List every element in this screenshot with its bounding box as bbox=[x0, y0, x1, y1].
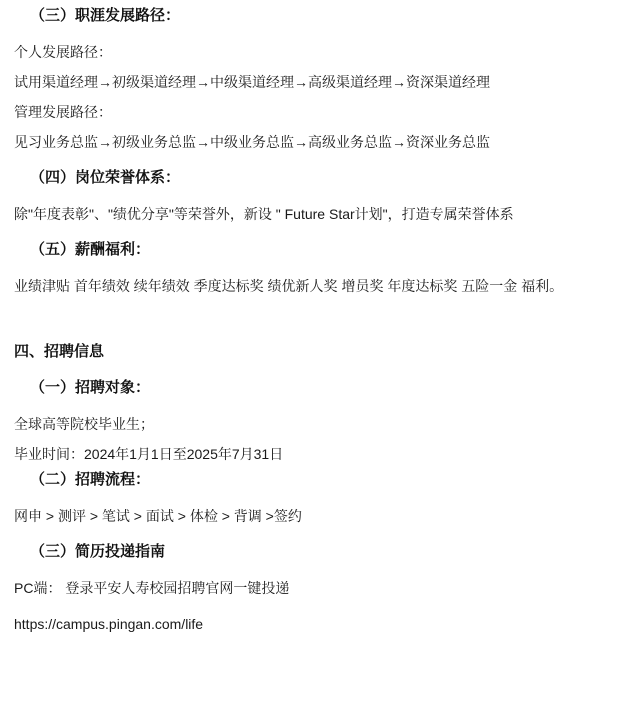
spacer bbox=[14, 326, 618, 342]
spacer bbox=[14, 62, 618, 72]
section-heading-recruit-process: （二）招聘流程： bbox=[30, 471, 151, 488]
campus-recruit-url[interactable]: https://campus.pingan.com/life bbox=[14, 616, 204, 632]
spacer bbox=[14, 362, 618, 378]
spacer bbox=[14, 152, 618, 168]
spacer bbox=[14, 122, 618, 132]
management-path-label: 管理发展路径： bbox=[14, 104, 112, 120]
recruit-target-description: 全球高等院校毕业生； bbox=[14, 416, 154, 432]
section-heading-career-path: （三）职涯发展路径： bbox=[30, 7, 181, 24]
honor-system-description: 除"年度表彰"、"绩优分享"等荣誉外，新设 " Future Star计划"，打造专属荣誉体系 bbox=[14, 206, 514, 222]
section-heading-recruit-target: （一）招聘对象： bbox=[30, 379, 151, 396]
recruit-process-steps: 网申 > 测评 > 笔试 > 面试 > 体检 > 背调 >签约 bbox=[14, 508, 302, 524]
spacer bbox=[14, 92, 618, 102]
spacer bbox=[14, 434, 618, 444]
spacer bbox=[14, 562, 618, 578]
salary-benefits-description: 业绩津贴 首年绩效 续年绩效 季度达标奖 绩优新人奖 增员奖 年度达标奖 五险一金 福利。 bbox=[14, 278, 564, 294]
spacer bbox=[14, 26, 618, 42]
section-heading-salary-benefits: （五）薪酬福利： bbox=[30, 241, 151, 258]
spacer bbox=[14, 398, 618, 414]
spacer bbox=[14, 526, 618, 542]
section-heading-honor-system: （四）岗位荣誉体系： bbox=[30, 169, 181, 186]
spacer bbox=[14, 490, 618, 506]
spacer bbox=[14, 598, 618, 614]
resume-guide-pc: PC端： 登录平安人寿校园招聘官网一键投递 bbox=[14, 580, 290, 596]
personal-path-label: 个人发展路径： bbox=[14, 44, 112, 60]
spacer-large bbox=[14, 296, 618, 326]
spacer bbox=[14, 188, 618, 204]
section-heading-recruit-info: 四、招聘信息 bbox=[14, 343, 105, 360]
spacer bbox=[14, 224, 618, 240]
personal-path-value: 试用渠道经理→初级渠道经理→中级渠道经理→高级渠道经理→资深渠道经理 bbox=[14, 74, 490, 90]
management-path-value: 见习业务总监→初级业务总监→中级业务总监→高级业务总监→资深业务总监 bbox=[14, 134, 490, 150]
graduate-time: 毕业时间：2024年1月1日至2025年7月31日 bbox=[14, 446, 284, 462]
spacer bbox=[14, 260, 618, 276]
section-heading-resume-guide: （三）简历投递指南 bbox=[30, 543, 166, 560]
